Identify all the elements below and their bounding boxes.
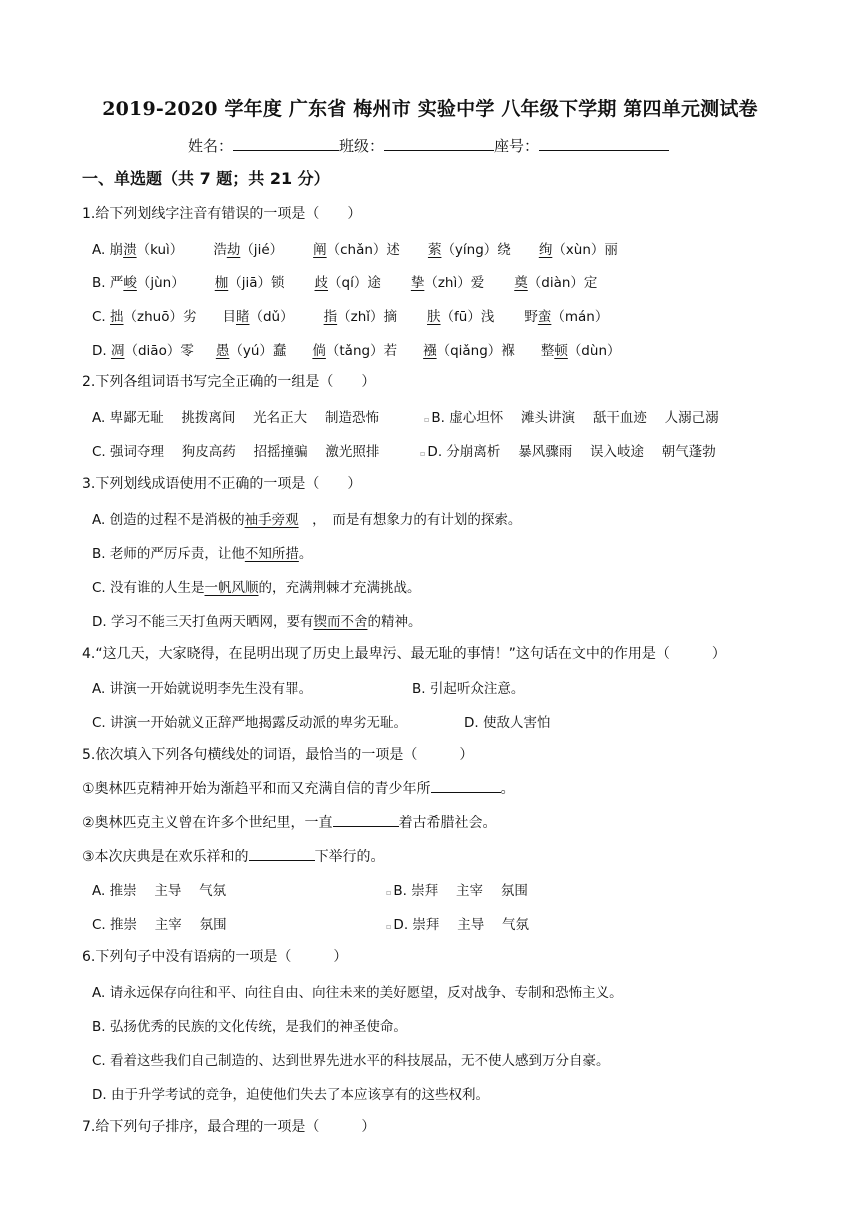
question-3-stem: 3.下列划线成语使用不正确的一项是（ ） xyxy=(82,476,362,492)
q3-option-d: D. 学习不能三天打鱼两天晒网，要有锲而不舍的精神。 xyxy=(92,614,422,630)
class-field[interactable] xyxy=(384,134,494,151)
q4-option-a: A. 讲演一开始就说明李先生没有罪。 xyxy=(92,681,313,697)
q1-option-b: B. 严峻（jùn） 枷（jiā）锁 歧（qí）途 挚（zhì）爱 奠（diàn）定 xyxy=(92,275,598,291)
q5-blank-2 xyxy=(333,813,399,827)
class-label: 班级： xyxy=(339,137,385,155)
section-heading: 一、单选题（共 7 题；共 21 分） xyxy=(82,169,330,188)
q1-option-a: A. 崩溃（kuì） 浩劫（jié） 阐（chǎn）述 萦（yíng）绕 绚（xùn）丽 xyxy=(92,242,618,258)
question-5-stem: 5.依次填入下列各句横线处的词语，最恰当的一项是（ ） xyxy=(82,747,474,763)
q2-option-a: A. 卑鄙无耻 挑拨离间 光名正大 制造恐怖 xyxy=(92,410,379,426)
q2-option-d: ▫ D. 分崩离析 暴风骤雨 误入岐途 朝气蓬勃 xyxy=(420,444,716,460)
q1-option-c: C. 拙（zhuō）劣 目睹（dǔ） 指（zhǐ）摘 肤（fū）浅 野蛮（mán） xyxy=(92,309,609,325)
q5-option-c: C. 推崇 主宰 氛围 xyxy=(92,917,227,933)
question-1-stem: 1.给下列划线字注音有错误的一项是（ ） xyxy=(82,206,362,222)
q5-sentence-1: ①奥林匹克精神开始为渐趋平和而又充满自信的青少年所 。 xyxy=(82,781,515,797)
question-4-stem: 4.“这几天，大家晓得，在昆明出现了历史上最卑污、最无耻的事情！”这句话在文中的作用是（ ） xyxy=(82,646,726,662)
q5-option-d: ▫ D. 崇拜 主导 气氛 xyxy=(386,917,529,933)
student-info-row xyxy=(188,134,669,156)
q3-option-a: A. 创造的过程不是消极的袖手旁观 ， 而是有想象力的有计划的探索。 xyxy=(92,512,522,528)
q5-sentence-3: ③本次庆典是在欢乐祥和的 下举行的。 xyxy=(82,849,385,865)
q6-option-a: A. 请永远保存向往和平、向往自由、向往未来的美好愿望，反对战争、专制和恐怖主义。 xyxy=(92,985,623,1001)
q6-option-b: B. 弘扬优秀的民族的文化传统，是我们的神圣使命。 xyxy=(92,1019,407,1035)
q5-sentence-2: ②奥林匹克主义曾在许多个世纪里，一直 着古希腊社会。 xyxy=(82,815,497,831)
q6-option-d: D. 由于升学考试的竞争，迫使他们失去了本应该享有的这些权利。 xyxy=(92,1087,489,1103)
name-field[interactable] xyxy=(233,134,339,151)
exam-title: 2019-2020 学年度 广东省 梅州市 实验中学 八年级下学期 第四单元测试卷 xyxy=(102,98,758,120)
question-7-stem: 7.给下列句子排序，最合理的一项是（ ） xyxy=(82,1119,376,1135)
q5-blank-1 xyxy=(431,779,501,793)
question-6-stem: 6.下列句子中没有语病的一项是（ ） xyxy=(82,949,348,965)
question-2-stem: 2.下列各组词语书写完全正确的一组是（ ） xyxy=(82,374,376,390)
q2-option-b: ▫ B. 虚心坦怀 滩头讲演 舐干血迹 人溺己溺 xyxy=(424,410,719,426)
q5-blank-3 xyxy=(249,847,315,861)
seat-field[interactable] xyxy=(539,134,669,151)
q1-option-d: D. 凋（diāo）零 愚（yú）蠢 倘（tǎng）若 襁（qiǎng）褓 整顿（dùn） xyxy=(92,343,621,359)
name-label: 姓名： xyxy=(188,137,234,155)
q6-option-c: C. 看着这些我们自己制造的、达到世界先进水平的科技展品，无不使人感到万分自豪。 xyxy=(92,1053,610,1069)
q3-option-c: C. 没有谁的人生是一帆风顺的，充满荆棘才充满挑战。 xyxy=(92,580,421,596)
q4-option-b: B. 引起听众注意。 xyxy=(412,681,525,697)
q5-option-b: ▫ B. 崇拜 主宰 氛围 xyxy=(386,883,528,899)
q4-option-c: C. 讲演一开始就义正辞严地揭露反动派的卑劣无耻。 xyxy=(92,715,408,731)
q4-option-d: D. 使敌人害怕 xyxy=(464,715,551,731)
q3-option-b: B. 老师的严厉斥责，让他不知所措。 xyxy=(92,546,313,562)
seat-label: 座号： xyxy=(494,137,540,155)
q2-option-c: C. 强词夺理 狗皮高药 招摇撞骗 激光照排 xyxy=(92,444,380,460)
q5-option-a: A. 推崇 主导 气氛 xyxy=(92,883,227,899)
